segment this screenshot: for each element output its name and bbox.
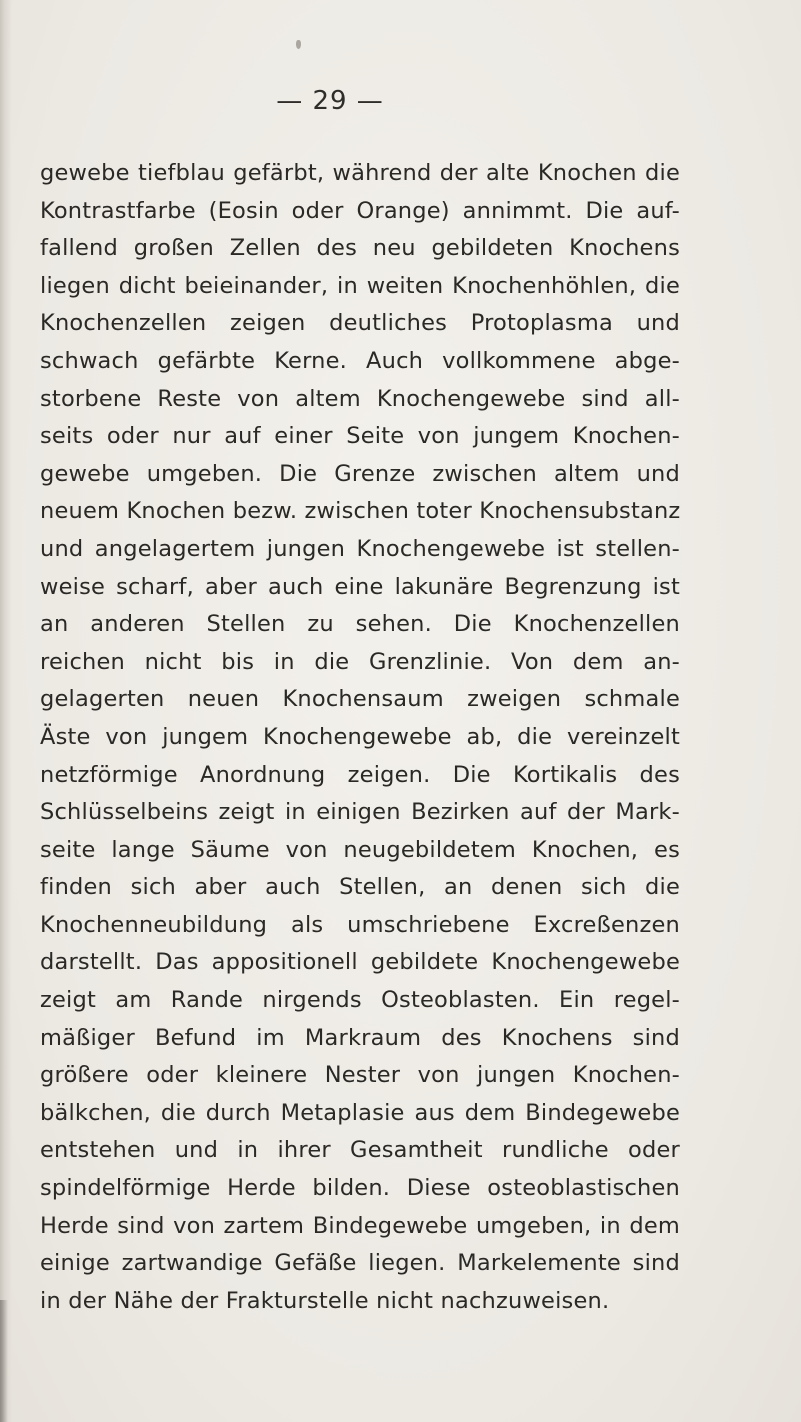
text-line: mäßiger Befund im Markraum des Knochens sind [40,1024,680,1051]
text-line: zeigt am Rande nirgends Osteoblasten. Ein regel- [40,987,680,1014]
page-binding-shadow [0,1300,8,1422]
text-line: neuem Knochen bezw. zwischen toter Knochensubstanz [40,498,681,525]
page-binding-edge [0,0,12,1422]
text-line: an anderen Stellen zu sehen. Die Knochenzellen [40,611,680,638]
text-line: bälkchen, die durch Metaplasie aus dem Bindegewebe [40,1099,680,1126]
text-line: liegen dicht beieinander, in weiten Knochenhöhlen, die [40,272,680,299]
text-line: gewebe tiefblau gefärbt, während der alte Knochen die [40,160,680,186]
paper-speck [296,40,301,49]
text-line: und angelagertem jungen Knochengewebe ist stellen- [40,535,680,562]
text-line: weise scharf, aber auch eine lakunäre Begrenzung ist [40,573,680,600]
text-line: storbene Reste von altem Knochengewebe sind all- [40,385,680,412]
text-line: seits oder nur auf einer Seite von jungem Knochen- [40,423,680,450]
text-line: entstehen und in ihrer Gesamtheit rundliche oder [40,1137,680,1164]
text-line-last: in der Nähe der Frakturstelle nicht nachzuweisen. [40,1287,610,1314]
text-line: seite lange Säume von neugebildetem Knochen, es [40,836,680,863]
text-line: größere oder kleinere Nester von jungen Knochen- [40,1062,680,1089]
text-line: Knochenneubildung als umschriebene Excreßenzen [40,911,680,938]
text-line: Äste von jungem Knochengewebe ab, die vereinzelt [40,723,680,750]
text-line: finden sich aber auch Stellen, an denen sich die [40,874,680,901]
text-line: einige zartwandige Gefäße liegen. Markelemente sind [40,1250,680,1277]
body-text [40,155,680,1320]
text-line: netzförmige Anordnung zeigen. Die Kortikalis des [40,761,680,788]
text-line: gewebe umgeben. Die Grenze zwischen altem und [40,460,680,487]
text-line: schwach gefärbte Kerne. Auch vollkommene abge- [40,347,680,374]
page-number: — 29 — [276,86,384,116]
text-line: gelagerten neuen Knochensaum zweigen schmale [40,686,680,713]
text-line: Herde sind von zartem Bindegewebe umgeben, in dem [40,1212,680,1239]
text-line: Kontrastfarbe (Eosin oder Orange) annimmt. Die auf- [40,197,680,224]
text-line: darstellt. Das appositionell gebildete Knochengewebe [40,949,680,976]
text-line: reichen nicht bis in die Grenzlinie. Von dem an- [40,648,680,675]
text-line: Schlüsselbeins zeigt in einigen Bezirken auf der Mark- [40,799,680,826]
text-line: Knochenzellen zeigen deutliches Protoplasma und [40,310,680,337]
text-line: fallend großen Zellen des neu gebildeten Knochens [40,235,680,262]
text-line: spindelförmige Herde bilden. Diese osteoblastischen [40,1175,680,1202]
